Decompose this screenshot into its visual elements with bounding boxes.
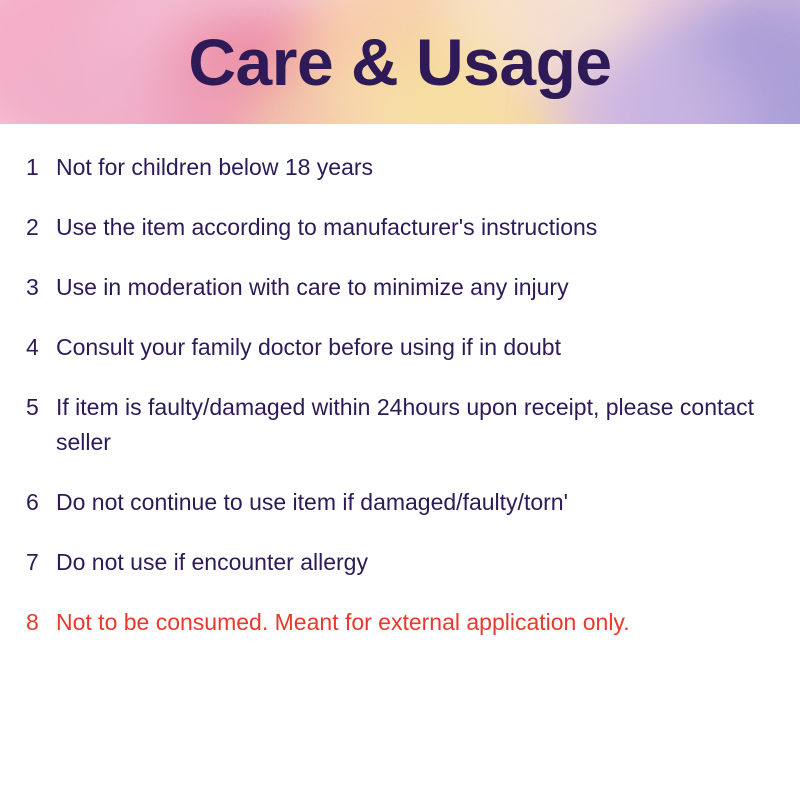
list-item-number: 7	[26, 549, 39, 575]
list-item	[0, 210, 800, 245]
list-item-number: 6	[26, 489, 39, 515]
list-item	[0, 545, 800, 580]
list-item	[0, 330, 800, 365]
list-item-number: 3	[26, 274, 39, 300]
list-item-number: 8	[26, 609, 39, 635]
list-item-text: Use in moderation with care to minimize any injury	[56, 274, 569, 300]
list-item	[0, 150, 800, 185]
list-item	[0, 390, 800, 460]
list-item-number: 5	[26, 394, 39, 420]
list-item-text: If item is faulty/damaged within 24hours upon receipt, please contact seller	[56, 394, 755, 455]
list-item-text: Not to be consumed. Meant for external application only.	[56, 609, 630, 635]
list-item-text: Not for children below 18 years	[56, 154, 374, 180]
page-title: Care & Usage	[188, 25, 612, 99]
list-item-text: Do not continue to use item if damaged/faulty/torn'	[56, 489, 568, 515]
list-item-number: 1	[26, 154, 39, 180]
list-item	[0, 485, 800, 520]
list-item-text: Consult your family doctor before using if in doubt	[56, 334, 561, 360]
list-item-text: Do not use if encounter allergy	[56, 549, 368, 575]
list-item-warning	[0, 605, 800, 640]
header-banner	[0, 0, 800, 124]
list-item-number: 4	[26, 334, 39, 360]
list-item	[0, 270, 800, 305]
list-item-number: 2	[26, 214, 39, 240]
care-usage-list	[0, 124, 800, 640]
list-item-text: Use the item according to manufacturer's instructions	[56, 214, 598, 240]
